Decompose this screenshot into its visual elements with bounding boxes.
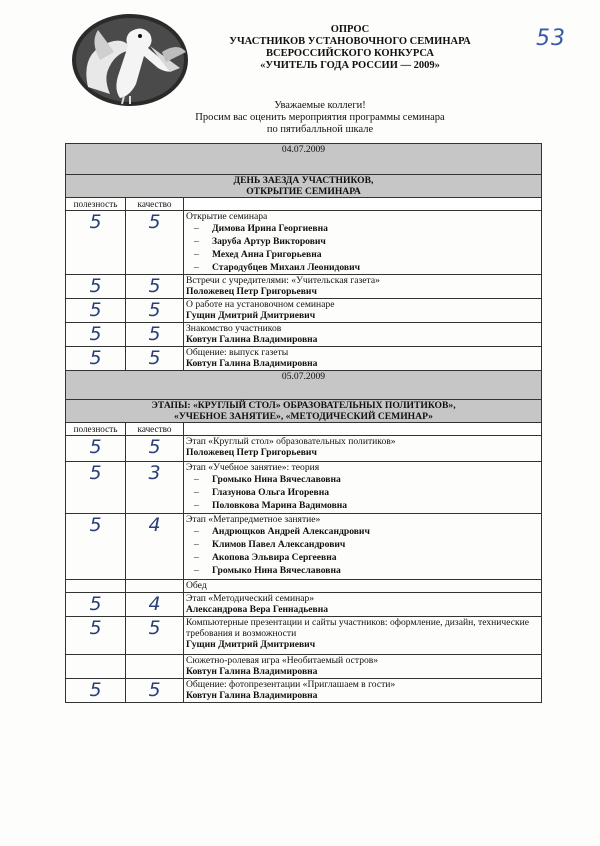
day2-date: 05.07.2009 [66, 371, 542, 400]
title-line: «УЧИТЕЛЬ ГОДА РОССИИ — 2009» [260, 60, 440, 71]
event-person: – Заруба Артур Викторович [186, 235, 539, 248]
event-person: – Громыко Нина Вячеславовна [186, 564, 539, 577]
table-row [66, 462, 542, 514]
event-title: Обед [186, 580, 207, 591]
event-person: Александрова Вера Геннадьевна [186, 604, 329, 615]
quality-score[interactable]: 5 [126, 436, 184, 462]
event-cell [184, 655, 542, 679]
event-cell [184, 617, 542, 655]
day1-title-line: ОТКРЫТИЕ СЕМИНАРА [246, 186, 361, 197]
survey-table [65, 143, 542, 703]
quality-score[interactable] [126, 580, 184, 593]
col-header-blank [184, 198, 542, 211]
table-row [66, 347, 542, 371]
col-header-usefulness: полезность [66, 198, 126, 211]
usefulness-score[interactable]: 5 [66, 593, 126, 617]
handwritten-page-number: 53 [536, 26, 566, 51]
event-cell [184, 462, 542, 514]
event-person: Положевец Петр Григорьевич [186, 286, 317, 297]
survey-intro [180, 100, 460, 136]
intro-text: Просим вас оценить мероприятия программы семинара [195, 112, 445, 123]
event-person: – Мехед Анна Григорьевна [186, 248, 539, 261]
event-cell [184, 211, 542, 275]
event-cell [184, 347, 542, 371]
event-person: – Климов Павел Александрович [186, 538, 539, 551]
day1-date: 04.07.2009 [66, 144, 542, 175]
day2-title [66, 400, 542, 423]
event-cell [184, 299, 542, 323]
quality-score[interactable]: 5 [126, 299, 184, 323]
greeting: Уважаемые коллеги! [274, 100, 366, 111]
event-person: Ковтун Галина Владимировна [186, 690, 318, 701]
day2-title-line: «УЧЕБНОЕ ЗАНЯТИЕ», «МЕТОДИЧЕСКИЙ СЕМИНАР» [174, 411, 433, 422]
event-title: Компьютерные презентации и сайты участников: оформление, дизайн, технические требования и возможности [186, 617, 530, 639]
quality-score[interactable]: 5 [126, 347, 184, 371]
col-header-quality: качество [126, 198, 184, 211]
event-person: – Стародубцев Михаил Леонидович [186, 261, 539, 274]
table-row [66, 275, 542, 299]
event-cell [184, 323, 542, 347]
day2-title-line: ЭТАПЫ: «КРУГЛЫЙ СТОЛ» ОБРАЗОВАТЕЛЬНЫХ ПОЛИТИКОВ», [151, 400, 456, 411]
quality-score[interactable]: 4 [126, 514, 184, 580]
table-row [66, 514, 542, 580]
usefulness-score[interactable]: 5 [66, 323, 126, 347]
table-row [66, 617, 542, 655]
event-title: Этап «Круглый стол» образовательных политиков» [186, 436, 396, 447]
event-title: Сюжетно-ролевая игра «Необитаемый остров» [186, 655, 379, 666]
event-person: – Громыко Нина Вячеславовна [186, 473, 539, 486]
usefulness-score[interactable]: 5 [66, 462, 126, 514]
event-person: Положевец Петр Григорьевич [186, 447, 317, 458]
usefulness-score[interactable]: 5 [66, 347, 126, 371]
event-title: Общение: фотопрезентации «Приглашаем в гости» [186, 679, 396, 690]
title-line: ВСЕРОССИЙСКОГО КОНКУРСА [265, 48, 435, 59]
col-header-quality: качество [126, 423, 184, 436]
col-header-blank [184, 423, 542, 436]
event-title: Встречи с учредителями: «Учительская газета» [186, 275, 380, 286]
event-title: О работе на установочном семинаре [186, 299, 335, 310]
table-row [66, 436, 542, 462]
usefulness-score[interactable]: 5 [66, 299, 126, 323]
quality-score[interactable]: 5 [126, 679, 184, 703]
pelican-logo-icon [70, 12, 190, 107]
table-row [66, 655, 542, 679]
intro-text: по пятибалльной шкале [266, 124, 374, 135]
quality-score[interactable]: 5 [126, 275, 184, 299]
event-cell [184, 436, 542, 462]
event-person: Ковтун Галина Владимировна [186, 666, 318, 677]
quality-score[interactable]: 5 [126, 617, 184, 655]
usefulness-score[interactable] [66, 655, 126, 679]
event-cell [184, 679, 542, 703]
title-line: УЧАСТНИКОВ УСТАНОВОЧНОГО СЕМИНАРА [229, 36, 471, 47]
quality-score[interactable] [126, 655, 184, 679]
event-title: Открытие семинара [186, 211, 268, 222]
event-title: Этап «Методический семинар» [186, 593, 315, 604]
event-cell [184, 593, 542, 617]
event-person: Гущин Дмитрий Дмитриевич [186, 310, 316, 321]
event-title: Общение: выпуск газеты [186, 347, 289, 358]
table-row [66, 323, 542, 347]
col-header-usefulness: полезность [66, 423, 126, 436]
usefulness-score[interactable]: 5 [66, 617, 126, 655]
event-title: Этап «Метапредметное занятие» [186, 514, 321, 525]
usefulness-score[interactable] [66, 580, 126, 593]
event-person: – Димова Ирина Георгиевна [186, 222, 539, 235]
table-row [66, 211, 542, 275]
event-title: Этап «Учебное занятие»: теория [186, 462, 320, 473]
event-person: Ковтун Галина Владимировна [186, 334, 318, 345]
quality-score[interactable]: 5 [126, 211, 184, 275]
quality-score[interactable]: 3 [126, 462, 184, 514]
table-row [66, 679, 542, 703]
event-cell [184, 514, 542, 580]
event-cell [184, 275, 542, 299]
usefulness-score[interactable]: 5 [66, 514, 126, 580]
usefulness-score[interactable]: 5 [66, 679, 126, 703]
table-row [66, 299, 542, 323]
event-person: Гущин Дмитрий Дмитриевич [186, 639, 316, 650]
usefulness-score[interactable]: 5 [66, 436, 126, 462]
event-title: Знакомство участников [186, 323, 282, 334]
event-cell [184, 580, 542, 593]
title-line: ОПРОС [330, 24, 370, 35]
table-row [66, 593, 542, 617]
survey-title [200, 24, 500, 72]
event-person: – Половкова Марина Вадимовна [186, 499, 539, 512]
event-person: – Андрющков Андрей Александрович [186, 525, 539, 538]
usefulness-score[interactable]: 5 [66, 275, 126, 299]
quality-score[interactable]: 4 [126, 593, 184, 617]
day1-title [66, 175, 542, 198]
quality-score[interactable]: 5 [126, 323, 184, 347]
event-person: – Глазунова Ольга Игоревна [186, 486, 539, 499]
table-row [66, 580, 542, 593]
event-person: – Акопова Эльвира Сергеевна [186, 551, 539, 564]
day1-title-line: ДЕНЬ ЗАЕЗДА УЧАСТНИКОВ, [233, 175, 374, 186]
usefulness-score[interactable]: 5 [66, 211, 126, 275]
event-person: Ковтун Галина Владимировна [186, 358, 318, 369]
